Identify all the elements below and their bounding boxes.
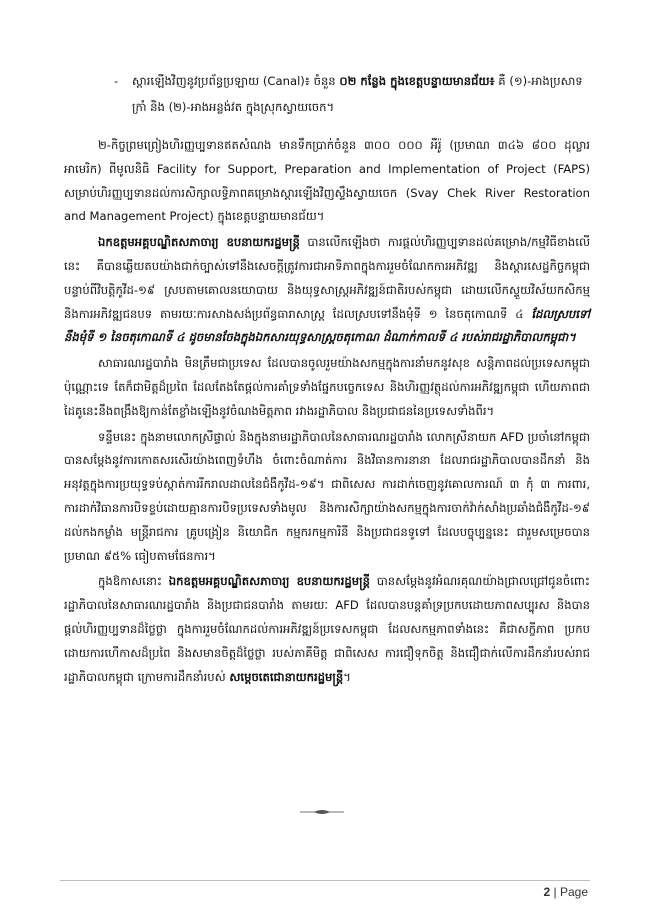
bullet-dash: - (114, 74, 119, 88)
deputy-pm-title: ឯកឧត្តមអគ្គបណ្ឌិតសភាចារ្យ ឧបនាយករដ្ឋមន្ត្រី (98, 235, 300, 250)
bullet-text-c: គឺ (១)-អាងប្រសាទក្រាំ និង (២)-អាងអន្លង់វត ក្នុងស្រុកស្វាយចេក។ (132, 74, 583, 114)
footer-divider (60, 880, 590, 881)
paragraph-5-lead: ក្នុងឱកាសនោះ (98, 574, 169, 589)
ornament-divider (300, 808, 344, 816)
paragraph-france-partnership: សាធារណរដ្ឋបារាំង មិនត្រឹមជាប្រទេស ដែលបានចូលរួមយ៉ាងសកម្មក្នុងការនាំមកនូវសុខ សន្តិភាពដល់ប្រទេសកម្ពុជាប៉ុណ្ណោះទេ តែក៏ជាមិត្តដ៏ប្រពៃ ដែលតែងតែផ្តល់ការគាំទ្រទាំងផ្នែកបច្ចេកទេស និងហិរញ្ញវត្ថុដល់ការអភិវឌ្ឍកម្ពុជា ហើយភាពជាដៃគូនេះនឹងពង្រឹងឱ្យកាន់តែខ្លាំងឡើងនូវចំណងមិត្តភាព រវាងរដ្ឋាភិបាល និងប្រជាជននៃប្រទេសទាំងពីរ។ (64, 356, 590, 418)
bullet-item-canal (64, 68, 590, 120)
bullet-text (108, 68, 590, 120)
footer-separator: | (553, 885, 557, 899)
paragraph-faps-grant: ២-កិច្ចព្រមព្រៀងហិរញ្ញប្បទានឥតសំណង មានទឹកប្រាក់ចំនួន ៣០០ ០០០ អឺរ៉ូ (ប្រមាណ ៣៤៦ ៨០០ ដុល្លារអាមេរិក) ពីមូលនិធិ Facility for Support, Preparation and Implementation of Project (FAPS) សម្រាប់ហិរញ្ញប្បទានដល់ការសិក្សាលទ្ធិភាពគម្រោងស្តារឡើងវិញស្ទឹងស្វាយចេក (Svay Chek River Restoration and Management Project) ក្នុងខេត្តបន្ទាយមានជ័យ។ (64, 138, 590, 224)
page-label: Page (559, 885, 588, 899)
prime-minister-title: សម្តេចតេជោនាយករដ្ឋមន្ត្រី (229, 669, 344, 684)
paragraph-gratitude (64, 570, 590, 689)
bullet-text-a: ស្តារឡើងវិញនូវប្រព័ន្ធប្រឡាយ (Canal)៖ ចំនួន (132, 74, 340, 88)
paragraph-5-body: បានសម្តែងនូវអំណរគុណយ៉ាងជ្រាលជ្រៅជូនចំពោះរដ្ឋាភិបាលនៃសាធារណរដ្ឋបារាំង និងប្រជាជនបារាំង តាមរយៈ AFD ដែលបានបន្តគាំទ្រប្រកបដោយភាពសប្បុរស និងបានផ្តល់ហិរញ្ញប្បទានដ៏ថ្លៃថ្លា ក្នុងការរួមចំណែកដល់ការអភិវឌ្ឍន៍ប្រទេសកម្ពុជា ដែលសកម្មភាពទាំងនេះ គឺជាសក្ខីភាព ប្រកបដោយការហើកាសដ៏ប្រពៃ និងសមានចិត្តដ៏ថ្លៃថ្លា របស់ភាគីមិត្ត ជាពិសេស ការជឿទុកចិត្ត និងជឿជាក់លើការដឹកនាំរបស់រាជរដ្ឋាភិបាលកម្ពុជា ក្រោមការដឹកនាំរបស់ (64, 574, 591, 684)
deputy-pm-title-2: ឯកឧត្តមអគ្គបណ្ឌិតសភាចារ្យ ឧបនាយករដ្ឋមន្ត្រី (168, 574, 370, 589)
page-number: 2 (543, 885, 551, 899)
page-footer (543, 885, 588, 899)
bullet-text-bold: ០២ កន្លែង ក្នុងខេត្តបន្ទាយមានជ័យ៖ (339, 74, 495, 88)
paragraph-2-body: បានលើកឡើងថា ការផ្តល់ហិរញ្ញប្បទានដល់គម្រោង/កម្មវិធីខាងលើនេះ គឺបានឆ្លើយតបយ៉ាងជាក់ច្បាស់ទៅនឹងសេចក្តីត្រូវការជាអាទិភាពក្នុងការរួមចំណែកការអភិវឌ្ឍ និងស្តារសេដ្ឋកិច្ចកម្ពុជាបន្ទាប់ពីវិបត្តិកូវីដ-១៩ ស្របតាមគោលនយោបាយ និងយុទ្ធសាស្ត្រអភិវឌ្ឍន៍ជាតិរបស់កម្ពុជា ដោយលើកស្ទួយវិស័យកសិកម្ម និងការអភិវឌ្ឍជនបទ តាមរយៈការសាងសង់ប្រព័ន្ធធារាសាស្ត្រ ដែលស្របទៅនឹងមុំទី ១ នៃចតុកោណទី ៤ (64, 235, 590, 321)
paragraph-deputy-pm-statement (64, 231, 590, 350)
paragraph-afd-appreciation: ទន្ទឹមនេះ ក្នុងនាមលោកស្រីផ្ទាល់ និងក្នុងនាមរដ្ឋាភិបាលនៃសាធារណរដ្ឋបារាំង លោកស្រីនាយក AFD ប្រចាំនៅកម្ពុជា បានសម្តែងនូវការកោតសរសើរយ៉ាងពេញទំហឹង ចំពោះចំណាត់ការ និងវិធានការនានា ដែលរាជរដ្ឋាភិបាលបានដឹកនាំ និងអនុវត្តក្នុងការប្រយុទ្ធទប់ស្កាត់ការរីករាលដាលនៃជំងឺកូវីដ-១៩។ ជាពិសេស ការដាក់ចេញនូវគោលការណ៍ ៣ កុំ ៣ ការពារ, ការដាក់វិធានការបិទខ្ទប់ដោយគ្មានការបិទប្រទេសទាំងមូល និងការសិក្សាយ៉ាងសកម្មក្នុងការចាក់វ៉ាក់សាំងប្រឆាំងជំងឺកូវីដ-១៩ ដល់កងកម្លាំង មន្ត្រីរាជការ គ្រូបង្រៀន និយោជិក កម្មករកម្មការិនី និងប្រជាជនទូទៅ ដែលបច្ចុប្បន្ននេះ ជារួមសម្រេចបានប្រមាណ ៩៥% ធៀបតាមផែនការ។ (64, 429, 590, 563)
rectangular-strategy-reference: ដែលស្របទៅនឹងមុំទី ១ នៃចតុកោណទី ៤ ដូចមានចែងក្នុងឯកសារយុទ្ធសាស្ត្រចតុកោណ ដំណាក់កាលទី ៤ របស់រាជរដ្ឋាភិបាលកម្ពុជា។ (64, 306, 590, 345)
paragraph-5-end: ។ (343, 669, 351, 684)
